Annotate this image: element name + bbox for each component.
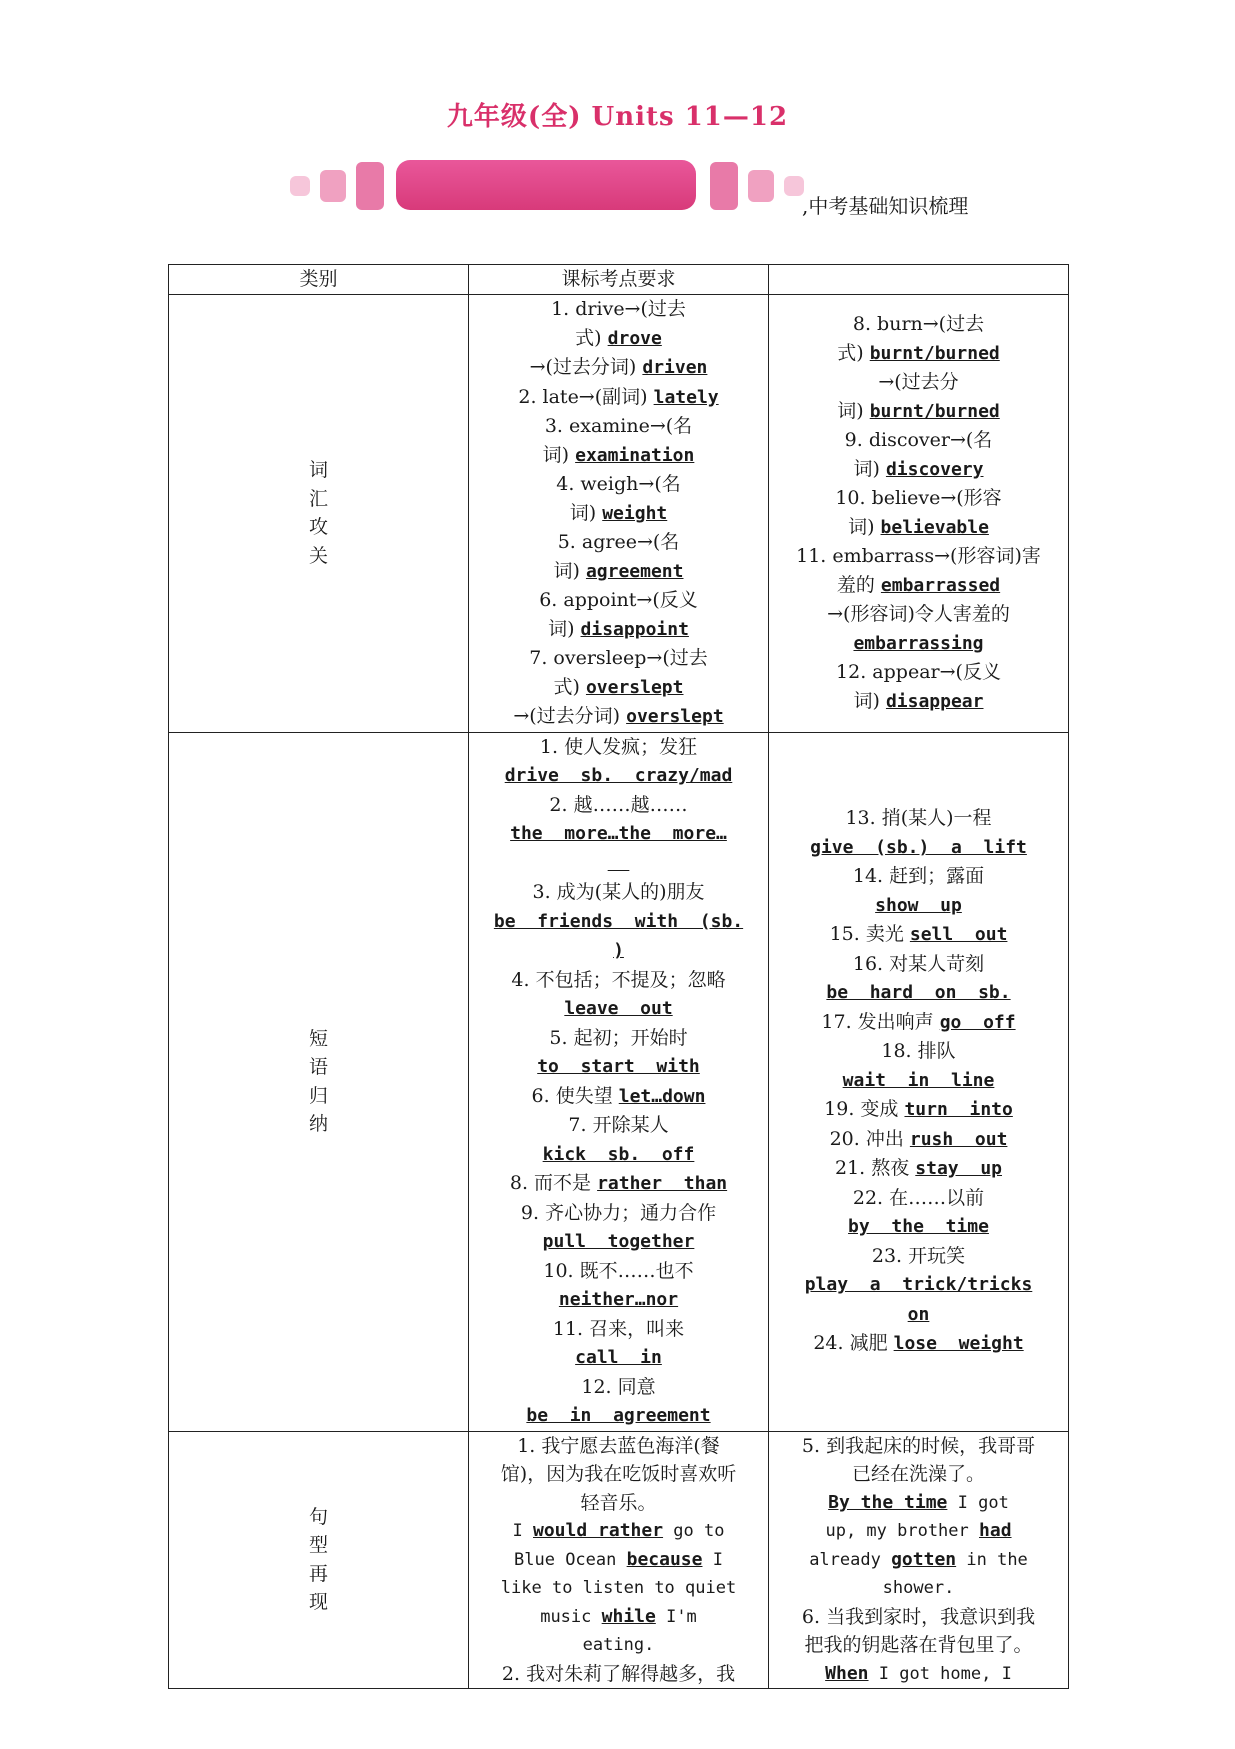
answer-blank: while xyxy=(601,1605,656,1627)
list-item xyxy=(781,658,1056,687)
list-item xyxy=(481,966,756,995)
item-text: →(过去分词) xyxy=(529,356,637,378)
list-item xyxy=(481,557,756,587)
item-text: 16. 对某人苛刻 xyxy=(852,952,985,975)
answer-blank: agreement xyxy=(585,560,684,582)
item-text: 17. 发出响声 xyxy=(821,1010,934,1033)
item-text: 词) xyxy=(548,617,575,640)
item-text: 式) xyxy=(575,326,602,349)
sentence-text: 馆)，因为我在吃饭时喜欢听 xyxy=(500,1463,737,1485)
list-item xyxy=(481,383,756,413)
sentence-en-line: When I got home, I xyxy=(825,1662,1012,1684)
answer-blank: go off xyxy=(939,1011,1016,1033)
list-item xyxy=(481,412,756,441)
item-text: 1. drive→(过去 xyxy=(551,298,686,320)
list-item xyxy=(481,528,756,557)
list-item xyxy=(481,1315,756,1344)
answer-blank: the more…the more… xyxy=(510,823,727,844)
list-item xyxy=(781,368,1056,397)
item-text: 式) xyxy=(837,341,864,364)
item-text: 23. 开玩笑 xyxy=(871,1244,966,1267)
list-item xyxy=(781,1066,1056,1096)
answer-blank xyxy=(608,853,630,874)
list-item xyxy=(481,761,756,791)
answer-blank: stay up xyxy=(915,1158,1002,1180)
sentence-text: 把我的钥匙落在背包里了。 xyxy=(804,1634,1033,1656)
list-item xyxy=(781,571,1056,601)
item-text: →(形容词)令人害羞的 xyxy=(827,603,1010,626)
answer-blank: discovery xyxy=(885,458,984,480)
header-requirements: 课标考点要求 xyxy=(469,265,769,295)
category-sentences: 句 型 再 现 xyxy=(169,1431,469,1689)
list-item xyxy=(481,1343,756,1373)
answer-blank: be friends with (sb. xyxy=(493,910,744,932)
list-item xyxy=(781,920,1056,950)
list-item xyxy=(781,862,1056,891)
list-item xyxy=(481,1373,756,1402)
sentence-text: 5. 到我起床的时候，我哥哥 xyxy=(801,1434,1036,1457)
sentence-text: 1. 我宁愿去蓝色海洋(餐 xyxy=(517,1434,720,1457)
list-item xyxy=(481,791,756,820)
answer-blank: be in agreement xyxy=(526,1405,711,1426)
answer-blank: believable xyxy=(880,516,989,538)
sentence-en-line: like to listen to quiet xyxy=(500,1578,737,1598)
list-item xyxy=(481,1401,756,1431)
item-text: 羞的 xyxy=(836,573,875,596)
item-text: 词) xyxy=(853,457,880,480)
list-item xyxy=(781,339,1056,369)
answer-blank: overslept xyxy=(585,676,684,698)
answer-blank: because xyxy=(626,1548,703,1570)
answer-blank: drive sb. crazy/mad xyxy=(504,765,733,786)
item-text: 10. 既不……也不 xyxy=(543,1259,694,1282)
item-text: 4. weigh→(名 xyxy=(556,473,681,495)
category-phrases: 短 语 归 纳 xyxy=(169,732,469,1431)
item-text: 24. 减肥 xyxy=(813,1332,888,1355)
item-text: 12. appear→(反义 xyxy=(836,661,1001,684)
list-item xyxy=(481,324,756,354)
item-text: 4. 不包括；不提及；忽略 xyxy=(511,968,726,991)
list-item xyxy=(781,833,1056,863)
item-text: 15. 卖光 xyxy=(829,923,904,946)
item-text: 22. 在……以前 xyxy=(852,1186,985,1209)
list-item xyxy=(781,1125,1056,1155)
item-text: 词) xyxy=(569,501,597,524)
item-text: 11. 召来，叫来 xyxy=(552,1317,685,1340)
item-text: 8. 而不是 xyxy=(509,1172,592,1194)
list-item xyxy=(481,441,756,471)
banner-bar xyxy=(396,160,696,210)
list-item xyxy=(781,1329,1056,1359)
item-text: →(过去分 xyxy=(878,371,959,394)
item-text: 词) xyxy=(848,515,875,538)
list-item xyxy=(481,499,756,529)
item-text: 词) xyxy=(853,689,880,712)
answer-blank: had xyxy=(979,1520,1012,1541)
item-text: 3. examine→(名 xyxy=(544,415,693,437)
answer-blank: turn into xyxy=(904,1099,1013,1121)
item-text: 8. burn→(过去 xyxy=(852,313,985,336)
list-item xyxy=(781,1037,1056,1066)
answer-blank: examination xyxy=(575,444,695,466)
answer-blank: weight xyxy=(602,502,668,524)
item-text: 9. 齐心协力；通力合作 xyxy=(520,1201,717,1224)
item-text: 10. believe→(形容 xyxy=(835,487,1002,510)
answer-blank: embarrassing xyxy=(853,632,984,654)
list-item xyxy=(481,1285,756,1315)
answer-blank: give (sb.) a lift xyxy=(810,836,1027,858)
list-item xyxy=(781,891,1056,921)
list-item xyxy=(781,513,1056,543)
list-item xyxy=(481,1052,756,1082)
list-item xyxy=(781,455,1056,485)
header-category: 类别 xyxy=(169,265,469,295)
vocab-col-left xyxy=(469,295,769,733)
list-item xyxy=(781,1242,1056,1271)
list-item xyxy=(481,295,756,324)
answer-blank: overslept xyxy=(626,706,724,727)
answer-blank: disappear xyxy=(885,690,984,712)
list-item xyxy=(781,426,1056,455)
answer-blank: to start with xyxy=(537,1056,700,1077)
list-item xyxy=(481,1111,756,1140)
item-text: 7. oversleep→(过去 xyxy=(529,647,708,669)
answer-blank: rush out xyxy=(909,1128,1008,1150)
page-title: 九年级(全) Units 11—12 xyxy=(446,102,789,132)
list-item xyxy=(781,978,1056,1008)
list-item xyxy=(781,687,1056,717)
item-text: 3. 成为(某人的)朋友 xyxy=(532,881,705,903)
item-text: 词) xyxy=(553,559,580,582)
list-item xyxy=(481,702,756,732)
sentence-en-line: up, my brother had xyxy=(825,1520,1012,1541)
item-text: 20. 冲出 xyxy=(829,1127,904,1150)
header-extra xyxy=(769,265,1069,295)
item-text: 21. 熬夜 xyxy=(834,1157,910,1180)
list-item xyxy=(481,1140,756,1170)
sentence-en-line: By the time I got xyxy=(828,1491,1009,1513)
list-item xyxy=(481,1169,756,1199)
list-item xyxy=(481,1024,756,1053)
answer-blank: rather than xyxy=(597,1173,728,1194)
item-text: →(过去分词) xyxy=(513,705,621,727)
answer-blank: pull together xyxy=(542,1231,695,1252)
list-item xyxy=(781,629,1056,659)
list-item xyxy=(781,484,1056,513)
sentence-en-line: shower. xyxy=(882,1578,955,1598)
table-row xyxy=(169,732,1069,1431)
item-text: 12. 同意 xyxy=(581,1375,656,1398)
answer-blank: ) xyxy=(613,940,624,961)
list-item xyxy=(781,1212,1056,1242)
answer-blank: neither…nor xyxy=(558,1289,679,1310)
item-text: 5. 起初；开始时 xyxy=(549,1026,688,1049)
vocab-col-right xyxy=(769,295,1069,733)
list-item xyxy=(781,804,1056,833)
item-text: 词) xyxy=(837,399,864,422)
list-item xyxy=(781,1184,1056,1213)
item-text: 6. 使失望 xyxy=(531,1084,613,1107)
answer-blank: by the time xyxy=(848,1216,989,1238)
list-item xyxy=(481,353,756,383)
answer-blank: sell out xyxy=(909,924,1008,946)
answer-blank: let…down xyxy=(618,1085,706,1107)
item-text: 9. discover→(名 xyxy=(844,429,993,452)
sentence-text: 2. 我对朱莉了解得越多，我 xyxy=(501,1662,736,1685)
answer-blank: show up xyxy=(875,894,962,916)
category-vocabulary: 词 汇 攻 关 xyxy=(169,295,469,733)
section-subtitle: ,中考基础知识梳理 xyxy=(802,194,969,218)
sentence-col-right xyxy=(769,1431,1069,1689)
answer-blank: gotten xyxy=(891,1548,957,1570)
answer-blank: wait in line xyxy=(842,1069,995,1091)
answer-blank: call in xyxy=(575,1347,662,1368)
list-item xyxy=(781,542,1056,571)
table-row xyxy=(169,1431,1069,1689)
list-item xyxy=(781,1154,1056,1184)
list-item xyxy=(481,644,756,673)
list-item xyxy=(481,586,756,615)
table-row xyxy=(169,295,1069,733)
list-item xyxy=(481,994,756,1024)
list-item xyxy=(781,950,1056,979)
list-item xyxy=(781,1270,1056,1300)
list-item xyxy=(781,1095,1056,1125)
list-item xyxy=(481,1227,756,1257)
answer-blank: lately xyxy=(653,386,719,408)
list-item xyxy=(481,1082,756,1112)
list-item xyxy=(481,1257,756,1286)
answer-blank: be hard on sb. xyxy=(826,982,1011,1004)
item-text: 19. 变成 xyxy=(824,1098,899,1121)
list-item xyxy=(481,673,756,703)
item-text: 14. 赶到；露面 xyxy=(852,865,985,888)
answer-blank: burnt/burned xyxy=(869,342,1000,364)
answer-blank: would rather xyxy=(533,1520,664,1541)
sentence-en-line: eating. xyxy=(582,1635,655,1655)
list-item xyxy=(781,397,1056,427)
sentence-text: 6. 当我到家时，我意识到我 xyxy=(801,1605,1036,1628)
list-item xyxy=(481,733,756,762)
sentence-en-line: already gotten in the xyxy=(809,1548,1028,1570)
item-text: 11. embarrass→(形容词)害 xyxy=(796,545,1041,568)
list-item xyxy=(481,878,756,907)
item-text: 7. 开除某人 xyxy=(568,1114,669,1136)
answer-blank: burnt/burned xyxy=(869,400,1000,422)
answer-blank: disappoint xyxy=(580,618,689,640)
list-item xyxy=(781,310,1056,339)
answer-blank: driven xyxy=(642,357,708,378)
list-item xyxy=(481,615,756,645)
knowledge-table xyxy=(168,264,1069,1689)
item-text: 18. 排队 xyxy=(881,1040,956,1063)
answer-blank: leave out xyxy=(564,998,673,1019)
sentence-text: 轻音乐。 xyxy=(580,1491,657,1514)
item-text: 2. 越……越…… xyxy=(549,793,688,816)
answer-blank: By the time xyxy=(828,1491,948,1513)
item-text: 6. appoint→(反义 xyxy=(539,589,698,611)
item-text: 2. late→(副词) xyxy=(518,385,648,408)
phrase-col-right xyxy=(769,732,1069,1431)
item-text: 5. agree→(名 xyxy=(557,531,680,553)
phrase-col-left xyxy=(469,732,769,1431)
item-text: 1. 使人发疯；发狂 xyxy=(539,735,698,758)
list-item xyxy=(481,936,756,966)
item-text: 13. 捎(某人)一程 xyxy=(845,807,992,830)
list-item xyxy=(781,1008,1056,1038)
list-item xyxy=(781,600,1056,629)
list-item xyxy=(481,849,756,879)
answer-blank: on xyxy=(907,1303,930,1325)
sentence-text: 已经在洗澡了。 xyxy=(851,1463,985,1485)
table-header-row xyxy=(169,265,1069,295)
list-item xyxy=(781,1300,1056,1330)
list-item xyxy=(481,819,756,849)
answer-blank: drove xyxy=(607,327,662,349)
list-item xyxy=(481,470,756,499)
sentence-en-line: I would rather go to xyxy=(512,1520,725,1541)
list-item xyxy=(481,1199,756,1228)
sentence-en-line: Blue Ocean because I xyxy=(514,1548,723,1570)
sentence-en-line: music while I'm xyxy=(540,1605,697,1627)
answer-blank: play a trick/tricks xyxy=(804,1274,1033,1296)
answer-blank: When xyxy=(825,1662,869,1684)
sentence-col-left xyxy=(469,1431,769,1689)
answer-blank: embarrassed xyxy=(880,574,1001,596)
item-text: 式) xyxy=(553,675,580,698)
item-text: 词) xyxy=(542,443,570,466)
list-item xyxy=(481,907,756,937)
answer-blank: kick sb. off xyxy=(542,1143,695,1165)
answer-blank: lose weight xyxy=(893,1333,1024,1355)
